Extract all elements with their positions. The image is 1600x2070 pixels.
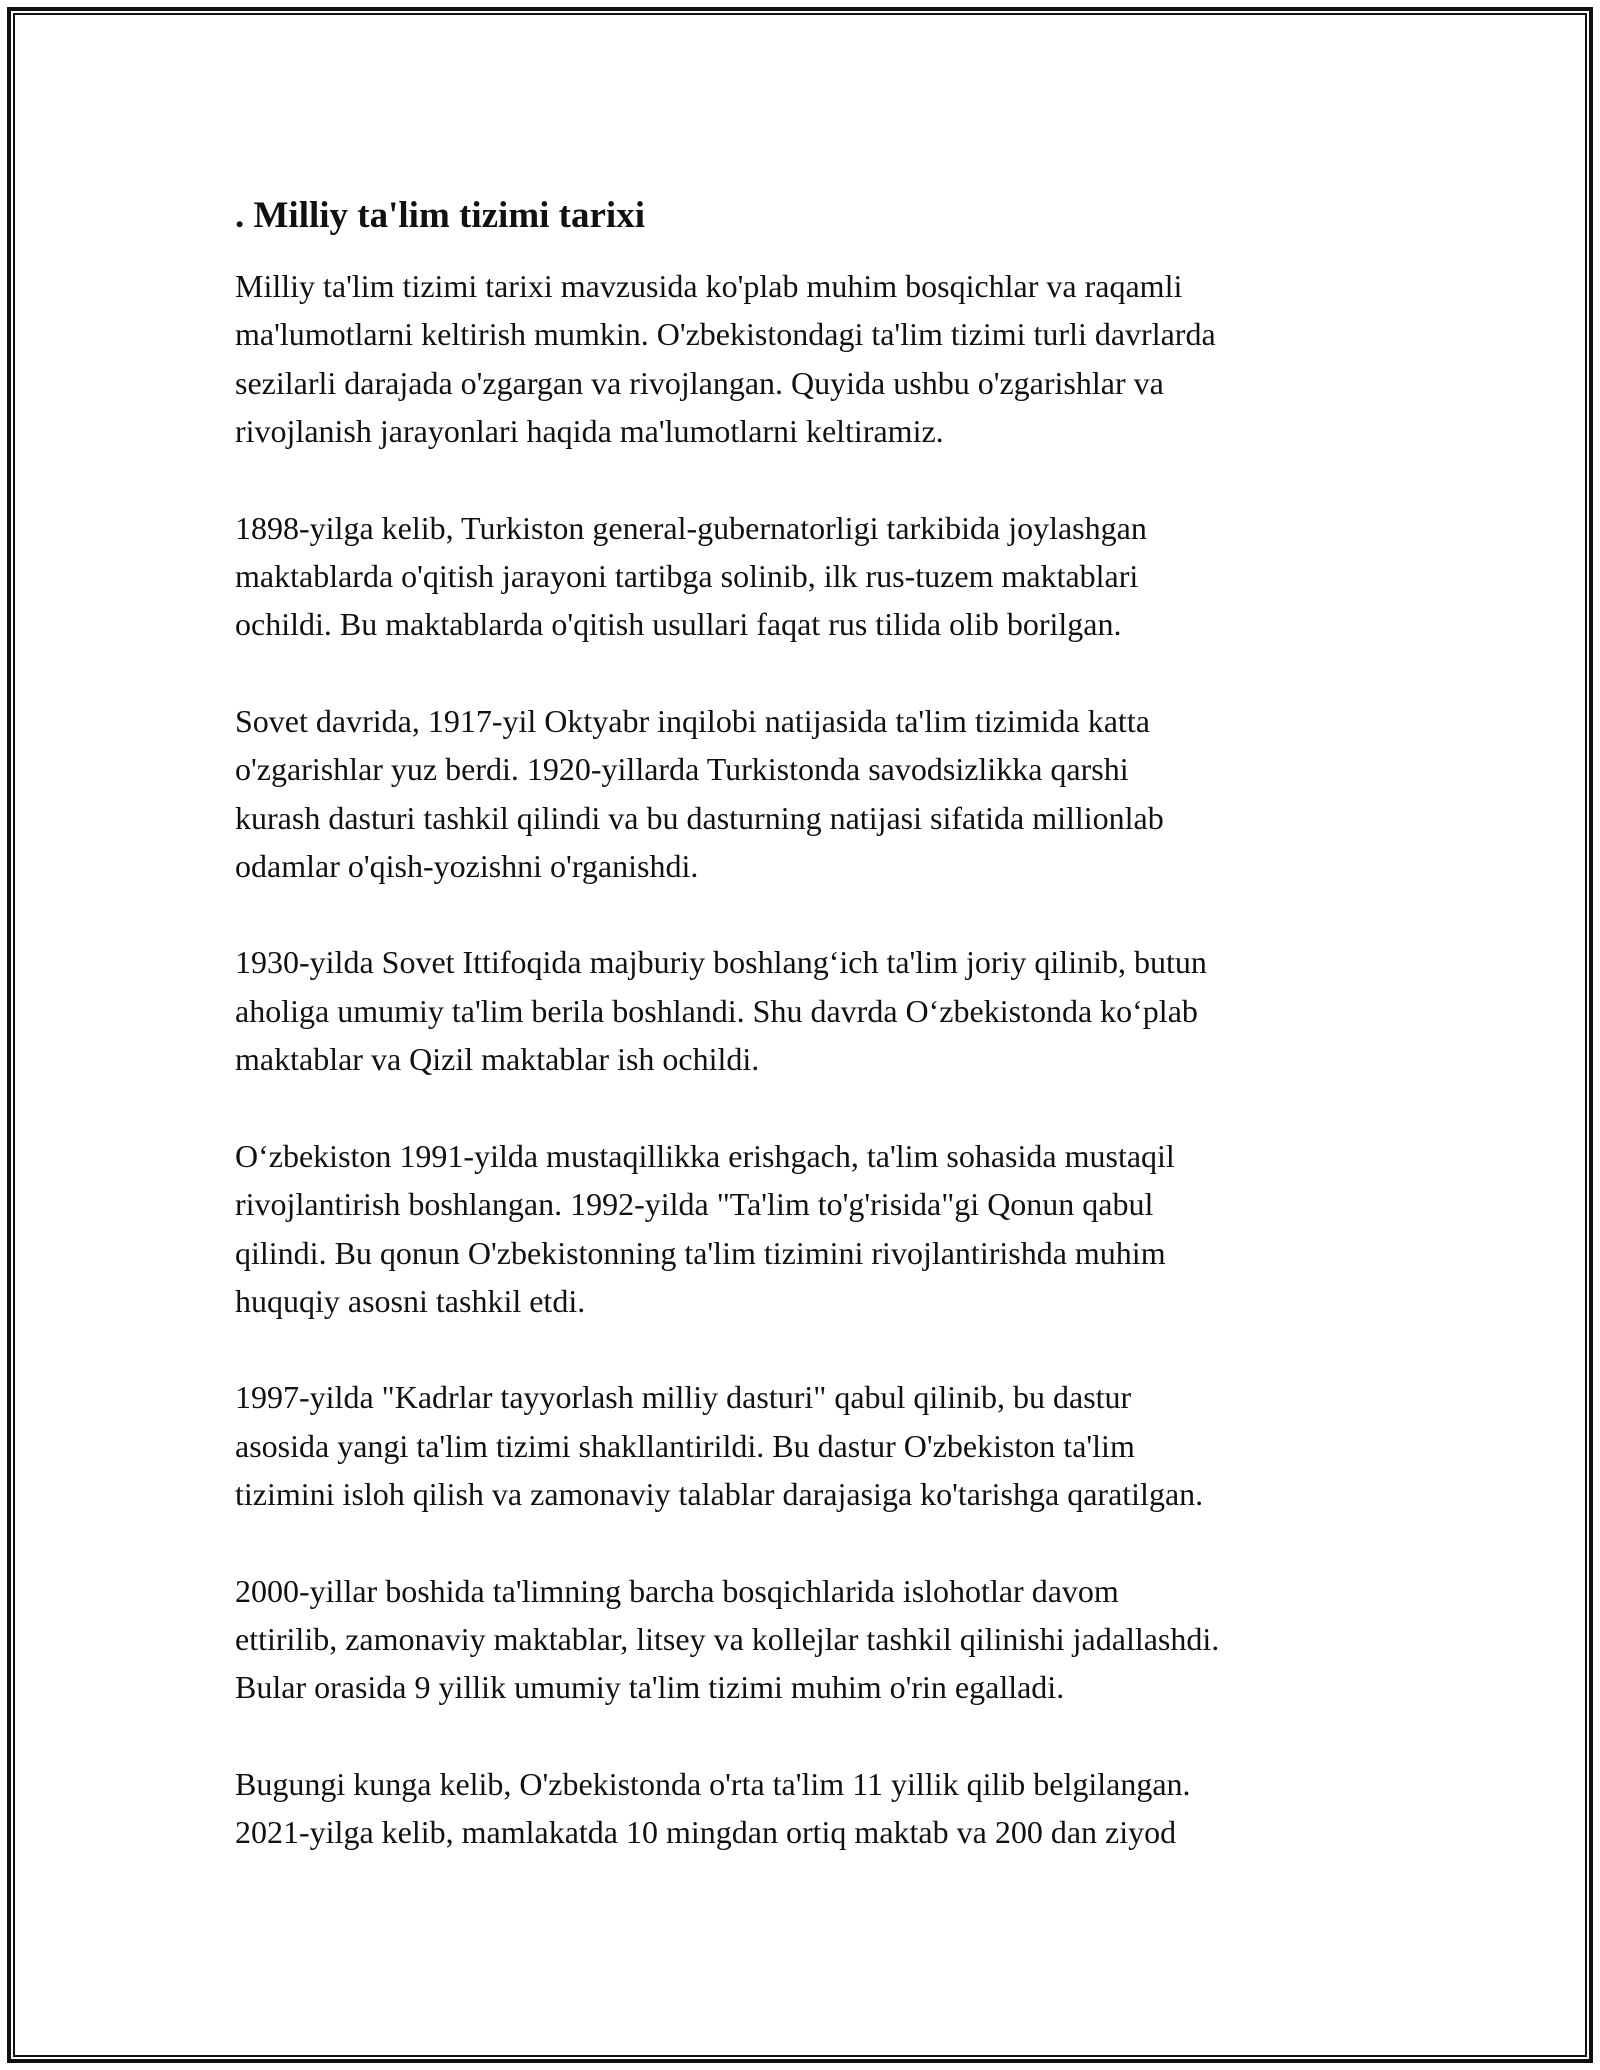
paragraph-2000s: 2000-yillar boshida ta'limning barcha bosqichlarida islohotlar davom ettirilib, zamonaviy maktablar, litsey va kollejlar tashkil qilinishi jadallashdi. Bular orasida 9 yillik umumiy ta'lim tizimi muhim o'rin egalladi. — [235, 1572, 1220, 1706]
paragraph-soviet-era: Sovet davrida, 1917-yil Oktyabr inqilobi natijasida ta'lim tizimida katta o'zgarishlar yuz berdi. 1920-yillarda Turkistonda savodsizlikka qarshi kurash dasturi tashkil qilindi va bu dasturning natijasi sifatida millionlab odamlar o'qish-yozishni o'rganishdi. — [235, 702, 1164, 885]
paragraph-present: Bugungi kunga kelib, O'zbekistonda o'rta ta'lim 11 yillik qilib belgilangan. 2021-yilga kelib, mamlakatda 10 mingdan ortiq maktab va 200 dan ziyod — [235, 1765, 1191, 1851]
paragraph-1997: 1997-yilda "Kadrlar tayyorlash milliy dasturi" qabul qilinib, bu dastur asosida yangi ta'lim tizimi shakllantirildi. Bu dastur O'zbekiston ta'lim tizimini isloh qilish va zamonaviy talablar darajasiga ko'tarishga qaratilgan. — [235, 1379, 1204, 1513]
document-body — [235, 190, 1375, 1905]
document-title: . Milliy ta'lim tizimi tarixi — [235, 195, 645, 236]
paragraph-independence: O‘zbekiston 1991-yilda mustaqillikka erishgach, ta'lim sohasida mustaqil rivojlantirish boshlangan. 1992-yilda "Ta'lim to'g'risida"gi Qonun qabul qilindi. Bu qonun O'zbekistonning ta'lim tizimini rivojlantirishda muhim huquqiy asosni tashkil etdi. — [235, 1137, 1175, 1319]
paragraph-1930: 1930-yilda Sovet Ittifoqida majburiy boshlang‘ich ta'lim joriy qilinib, butun aholiga umumiy ta'lim berila boshlandi. Shu davrda O‘zbekistonda ko‘plab maktablar va Qizil maktablar ish ochildi. — [235, 944, 1207, 1078]
paragraph-intro: Milliy ta'lim tizimi tarixi mavzusida ko'plab muhim bosqichlar va raqamli ma'lumotlarni keltirish mumkin. O'zbekistondagi ta'lim tizimi turli davrlarda sezilarli darajada o'zgargan va rivojlangan. Quyida ushbu o'zgarishlar va rivojlanish jarayonlari haqida ma'lumotlarni keltiramiz. — [235, 268, 1216, 450]
paragraph-1898: 1898-yilga kelib, Turkiston general-gubernatorligi tarkibida joylashgan maktablarda o'qitish jarayoni tartibga solinib, ilk rus-tuzem maktablari ochildi. Bu maktablarda o'qitish usullari faqat rus tilida olib borilgan. — [235, 509, 1147, 643]
